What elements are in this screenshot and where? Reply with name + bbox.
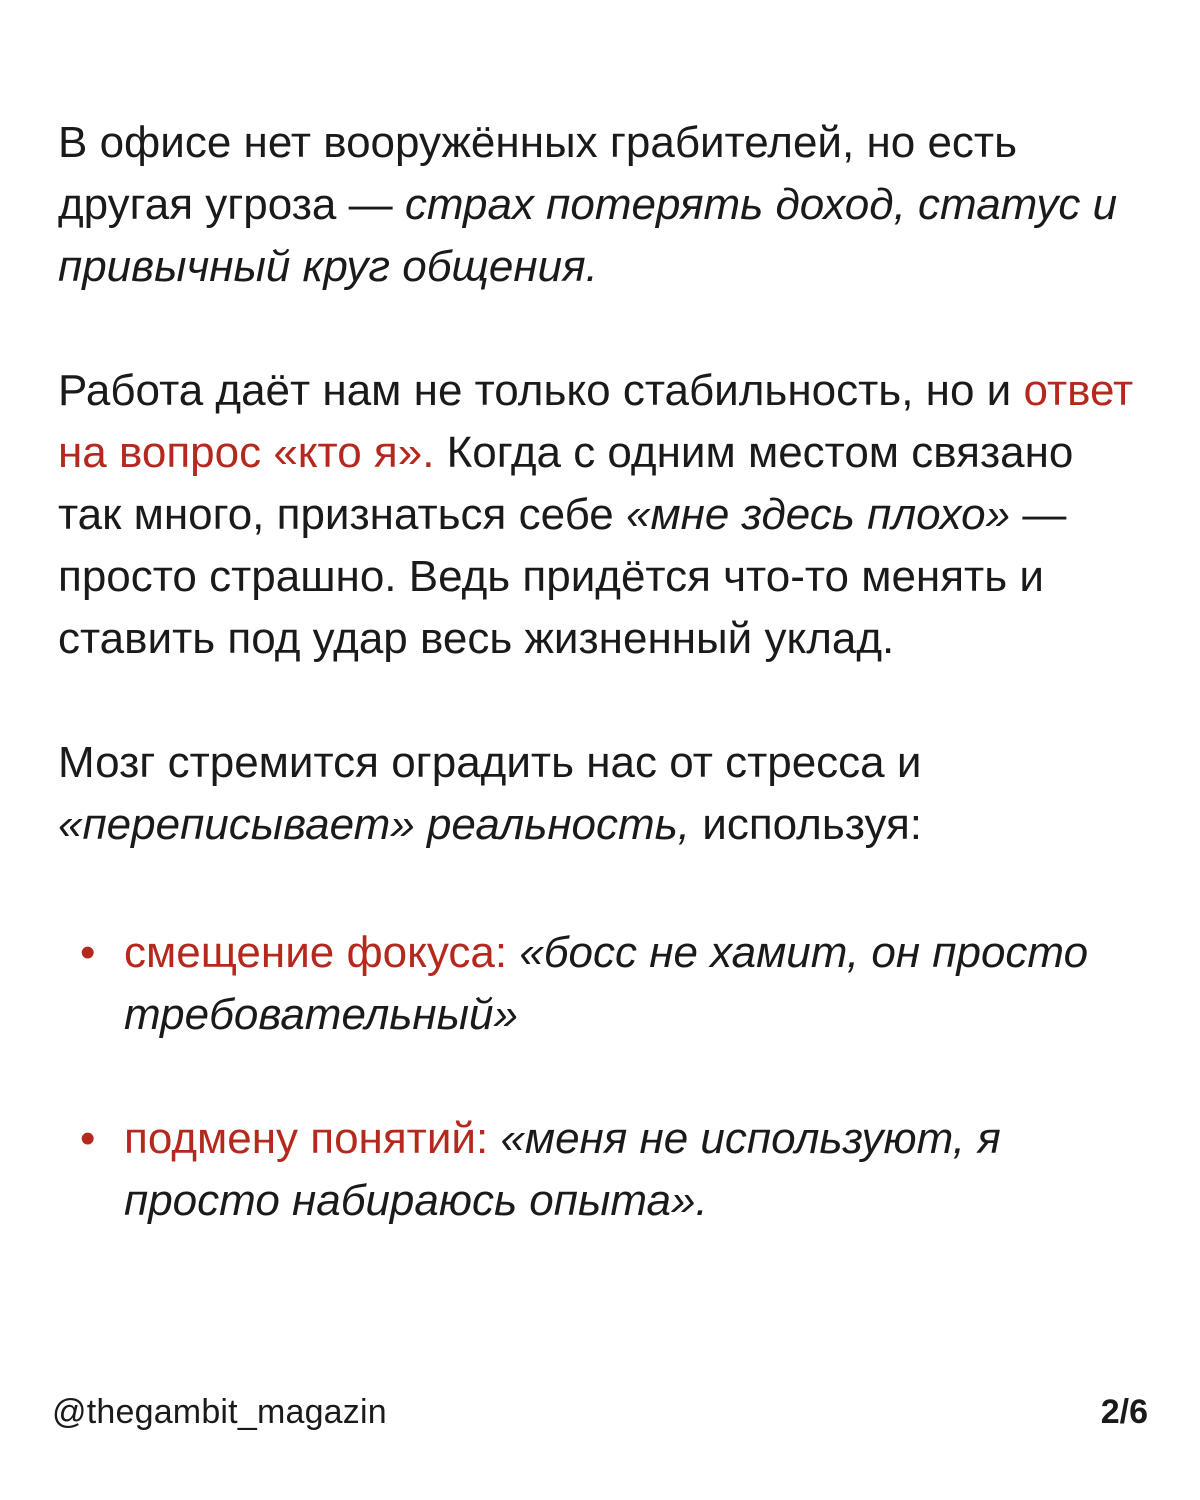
bullet-term: подмену понятий: [124,1114,489,1163]
bullet-quote: «меня не используют, я просто набираюсь опыта». [124,1114,1001,1225]
article-body [58,112,1148,1294]
paragraph-1-text: В офисе нет вооружённых грабителей, но есть другая угроза — [58,118,1017,229]
bullet-marker: • [80,1114,96,1163]
page-counter: 2/6 [1100,1392,1148,1431]
paragraph-2-text-end: — просто страшно. Ведь придётся что-то менять и ставить под удар весь жизненный уклад. [58,490,1067,663]
paragraph-3-text-start: Мозг стремится оградить нас от стресса и [58,738,922,787]
footer [52,1392,1148,1432]
paragraph-2-text-start: Работа даёт нам не только стабильность, но и [58,366,1024,415]
bullet-marker: • [80,928,96,977]
paragraph-2-highlight: ответ на вопрос «кто я». [58,366,1134,477]
bullet-term: смещение фокуса: [124,928,508,977]
bullet-list [58,922,1148,1232]
account-handle[interactable]: @thegambit_magazin [52,1392,387,1431]
paragraph-2-italic: «мне здесь плохо» [625,490,1011,539]
paragraph-3-text-end: используя: [690,800,922,849]
bullet-item-concept-substitution [58,1108,1148,1232]
paragraph-1 [58,112,1148,298]
paragraph-3-italic: «переписывает» реальность, [58,800,691,849]
paragraph-3 [58,732,1148,856]
paragraph-1-italic: страх потерять доход, статус и привычный круг общения. [58,180,1118,291]
paragraph-2-text-middle: Когда с одним местом связано так много, признаться себе [58,428,1074,539]
bullet-quote: «босс не хамит, он просто требовательный» [124,928,1089,1039]
paragraph-2 [58,360,1148,670]
bullet-item-focus-shift [58,922,1148,1046]
